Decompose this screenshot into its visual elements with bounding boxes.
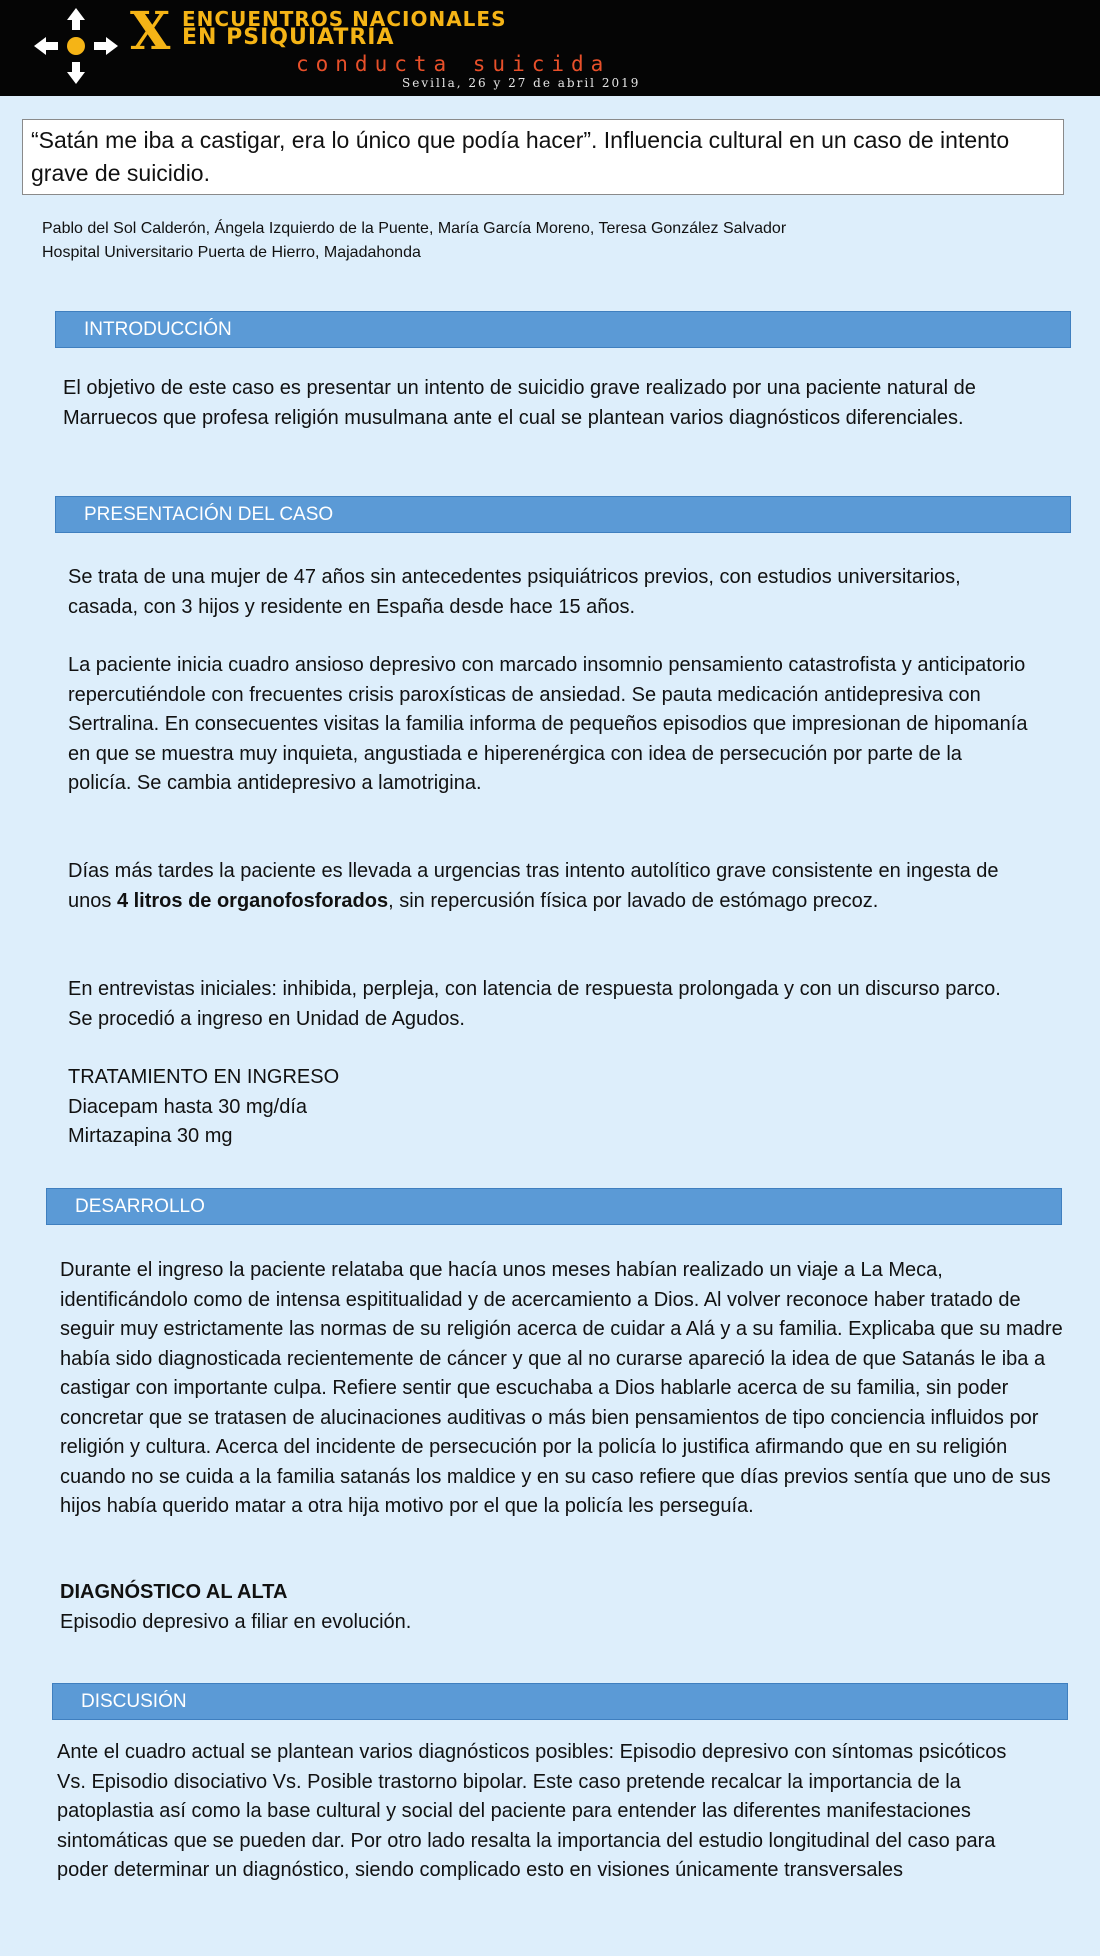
case-paragraph-4: En entrevistas iniciales: inhibida, perpleja, con latencia de respuesta prolongada y con un discurso parco. Se procedió a ingreso en Unidad de Agudos. xyxy=(68,978,1001,1030)
case-paragraph-3-start: Días más tardes la paciente es llevada a urgencias tras intento autolítico grave consistente en ingesta de unos xyxy=(68,860,999,912)
affiliation: Hospital Universitario Puerta de Hierro, Majadahonda xyxy=(42,244,421,261)
section-heading-introduccion: INTRODUCCIÓN xyxy=(55,311,1071,348)
edition-number: X xyxy=(130,1,171,62)
treatment-block xyxy=(68,1063,1028,1152)
case-paragraph-3-end: , sin repercusión física por lavado de estómago precoz. xyxy=(388,889,879,912)
paper-title: “Satán me iba a castigar, era lo único que podía hacer”. Influencia cultural en un caso de intento grave de suicidio. xyxy=(22,119,1064,195)
diagnosis-block xyxy=(60,1578,1060,1637)
case-paragraph-2: La paciente inicia cuadro ansioso depresivo con marcado insomnio pensamiento catastrofista y anticipatorio repercutiéndole con frecuentes crisis paroxísticas de ansiedad. Se pauta medicación antidepresiva con Sertralina. En consecuentes visitas la familia informa de pequeños episodios que impresionan de hipomanía en que se muestra muy inquieta, angustiada e hiperenérgica con idea de persecución por parte de la policía. Se cambia antidepresivo a lamotrigina. xyxy=(68,654,1028,794)
author-list: Pablo del Sol Calderón, Ángela Izquierdo de la Puente, María García Moreno, Teresa González Salvador xyxy=(42,220,787,237)
intro-text: El objetivo de este caso es presentar un intento de suicidio grave realizado por una paciente natural de Marruecos que profesa religión musulmana ante el cual se plantean varios diagnósticos diferenciales. xyxy=(63,377,976,429)
arrows-compass-logo xyxy=(28,6,124,86)
diagnosis-title: DIAGNÓSTICO AL ALTA xyxy=(60,1581,288,1603)
development-text: Durante el ingreso la paciente relataba que hacía unos meses habían realizado un viaje a La Meca, identificándolo como de intensa espititualidad y de acercamiento a Dios. Al volver reconoce haber tratado de seguir muy estrictamente las normas de su religión acerca de cuidar a Alá y a su familia. Explicaba que su madre había sido diagnosticada recientemente de cáncer y que al no curarse apareció la idea de que Satanás le iba a castigar con importante culpa. Refiere sentir que escuchaba a Dios hablarle acerca de su familia, sin poder concretar que se tratasen de alucinaciones auditivas o más bien pensamientos de tipo conciencia influidos por religión y cultura. Acerca del incidente de persecución por la policía lo justifica afirmando que en su religión cuando no se cuida a la familia satanás los maldice y en su caso refiere que días previos sentía que uno de sus hijos había querido matar a otra hija motivo por el que la policía les perseguía. xyxy=(60,1259,1063,1517)
banner-title-line-1: ENCUENTROS NACIONALES xyxy=(182,7,507,31)
section-heading-discusion: DISCUSIÓN xyxy=(52,1683,1068,1720)
case-paragraph-3 xyxy=(68,857,1028,916)
treatment-item-1: Diacepam hasta 30 mg/día xyxy=(68,1095,308,1118)
section-heading-desarrollo: DESARROLLO xyxy=(46,1188,1062,1225)
case-paragraph-3-emphasis: 4 litros de organofosforados xyxy=(116,889,389,912)
banner-date: Sevilla, 26 y 27 de abril 2019 xyxy=(402,76,641,90)
header-banner xyxy=(0,0,1100,96)
banner-subtitle: conducta suicida xyxy=(296,52,611,76)
banner-title-line-2: EN PSIQUIATRÍA xyxy=(182,25,395,50)
author-block xyxy=(42,217,1042,265)
treatment-title: TRATAMIENTO EN INGRESO xyxy=(68,1066,340,1088)
discussion-text: Ante el cuadro actual se plantean varios diagnósticos posibles: Episodio depresivo con síntomas psicóticos Vs. Episodio disociativo Vs. Posible trastorno bipolar. Este caso pretende recalcar la importancia de la patoplastia así como la base cultural y social del paciente para entender las diferentes manifestaciones sintomáticas que se pueden dar. Por otro lado resalta la importancia del estudio longitudinal del caso para poder determinar un diagnóstico, siendo complicado esto en visiones únicamente transversales xyxy=(57,1741,1007,1881)
case-paragraph-1: Se trata de una mujer de 47 años sin antecedentes psiquiátricos previos, con estudios universitarios, casada, con 3 hijos y residente en España desde hace 15 años. xyxy=(68,566,961,618)
diagnosis-text: Episodio depresivo a filiar en evolución. xyxy=(60,1610,412,1633)
treatment-item-2: Mirtazapina 30 mg xyxy=(68,1125,233,1147)
section-heading-presentacion: PRESENTACIÓN DEL CASO xyxy=(55,496,1071,533)
